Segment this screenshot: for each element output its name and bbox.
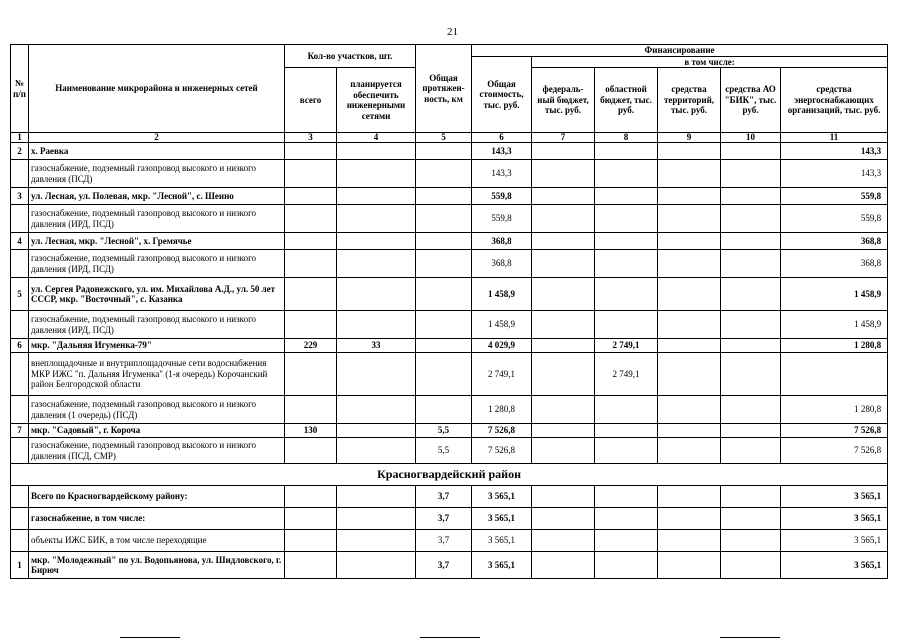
- table-row: [11, 311, 888, 339]
- table-row: [11, 143, 888, 160]
- cell-cost-total: 3 565,1: [472, 486, 532, 508]
- table-body-korocha: [11, 143, 888, 464]
- cell-regional: [595, 508, 658, 530]
- cell-energy: 1 458,9: [781, 278, 888, 311]
- cell-plots-planned: [337, 205, 416, 233]
- cell-plots-planned: 33: [337, 339, 416, 353]
- cell-territory: [658, 233, 721, 250]
- cell-num: 3: [11, 188, 29, 205]
- column-number: 8: [595, 133, 658, 143]
- cell-energy: 3 565,1: [781, 508, 888, 530]
- cell-cost-total: 143,3: [472, 143, 532, 160]
- cell-cost-total: 3 565,1: [472, 552, 532, 579]
- column-number: 5: [416, 133, 472, 143]
- cell-num: 2: [11, 143, 29, 160]
- cell-federal: [532, 508, 595, 530]
- bottom-edge-line: [420, 637, 480, 638]
- cell-num: [11, 353, 29, 396]
- cell-federal: [532, 438, 595, 464]
- cell-bik: [721, 424, 781, 438]
- table-row: [11, 508, 888, 530]
- cell-name: ул. Сергея Радонежского, ул. им. Михайлова А.Д., ул. 50 лет СССР, мкр. "Восточный", с. Казанка: [29, 278, 285, 311]
- cell-regional: [595, 188, 658, 205]
- cell-plots-planned: [337, 396, 416, 424]
- cell-length: [416, 250, 472, 278]
- cell-plots-planned: [337, 233, 416, 250]
- cell-length: 5,5: [416, 424, 472, 438]
- cell-bik: [721, 188, 781, 205]
- cell-name: мкр. "Молодежный" по ул. Водопьянова, ул. Шидловского, г. Бирюч: [29, 552, 285, 579]
- cell-regional: [595, 250, 658, 278]
- table-row: [11, 278, 888, 311]
- cell-federal: [532, 160, 595, 188]
- cell-plots-planned: [337, 486, 416, 508]
- cell-energy: 7 526,8: [781, 438, 888, 464]
- cell-num: [11, 530, 29, 552]
- cell-regional: [595, 530, 658, 552]
- cell-name: внеплощадочные и внутриплощадочные сети водоснабжения МКР ИЖС "п. Дальняя Игуменка" (1-я очередь) Корочанский район Белгородской области: [29, 353, 285, 396]
- cell-plots-total: [285, 311, 337, 339]
- cell-energy: [781, 353, 888, 396]
- cell-name: газоснабжение, подземный газопровод высокого и низкого давления (ИРД, ПСД): [29, 250, 285, 278]
- cell-num: 1: [11, 552, 29, 579]
- table-row: [11, 486, 888, 508]
- cell-plots-total: [285, 160, 337, 188]
- cell-energy: 143,3: [781, 160, 888, 188]
- cell-energy: 559,8: [781, 188, 888, 205]
- cell-federal: [532, 311, 595, 339]
- cell-cost-total: 559,8: [472, 188, 532, 205]
- cell-length: 3,7: [416, 508, 472, 530]
- cell-territory: [658, 424, 721, 438]
- column-number-row: [11, 133, 888, 143]
- cell-name: ул. Лесная, ул. Полевая, мкр. "Лесной", с. Шеино: [29, 188, 285, 205]
- cell-bik: [721, 530, 781, 552]
- cell-bik: [721, 311, 781, 339]
- cell-plots-total: [285, 143, 337, 160]
- cell-plots-planned: [337, 311, 416, 339]
- cell-name: газоснабжение, в том числе:: [29, 508, 285, 530]
- cell-territory: [658, 396, 721, 424]
- cell-federal: [532, 339, 595, 353]
- cell-num: [11, 205, 29, 233]
- cell-name: мкр. "Садовый", г. Короча: [29, 424, 285, 438]
- table-row: [11, 205, 888, 233]
- page-number: 21: [447, 26, 458, 38]
- cell-federal: [532, 188, 595, 205]
- cell-plots-planned: [337, 530, 416, 552]
- cell-energy: 143,3: [781, 143, 888, 160]
- cell-plots-total: [285, 205, 337, 233]
- cell-territory: [658, 250, 721, 278]
- cell-plots-total: [285, 396, 337, 424]
- cell-cost-total: 559,8: [472, 205, 532, 233]
- table-row: [11, 233, 888, 250]
- cell-plots-planned: [337, 188, 416, 205]
- cell-num: 7: [11, 424, 29, 438]
- cell-name: газоснабжение, подземный газопровод высокого и низкого давления (ИРД, ПСД): [29, 205, 285, 233]
- cell-plots-planned: [337, 353, 416, 396]
- cell-territory: [658, 311, 721, 339]
- cell-cost-total: 4 029,9: [472, 339, 532, 353]
- column-number: 11: [781, 133, 888, 143]
- cell-territory: [658, 486, 721, 508]
- cell-cost-total: 7 526,8: [472, 438, 532, 464]
- cell-plots-total: [285, 188, 337, 205]
- cell-federal: [532, 353, 595, 396]
- cell-name: Всего по Красногвардейскому району:: [29, 486, 285, 508]
- cell-name: мкр. "Дальняя Игуменка-79": [29, 339, 285, 353]
- cell-territory: [658, 188, 721, 205]
- cell-num: [11, 250, 29, 278]
- cell-length: 5,5: [416, 438, 472, 464]
- cell-territory: [658, 530, 721, 552]
- cell-bik: [721, 205, 781, 233]
- cell-cost-total: 143,3: [472, 160, 532, 188]
- cell-bik: [721, 438, 781, 464]
- cell-length: [416, 160, 472, 188]
- cell-regional: [595, 278, 658, 311]
- cell-cost-total: 368,8: [472, 250, 532, 278]
- table-row: [11, 339, 888, 353]
- cell-regional: [595, 143, 658, 160]
- column-number: 10: [721, 133, 781, 143]
- cell-regional: [595, 311, 658, 339]
- cell-territory: [658, 205, 721, 233]
- cell-plots-total: [285, 353, 337, 396]
- cell-num: 6: [11, 339, 29, 353]
- cell-length: 3,7: [416, 486, 472, 508]
- column-number: 2: [29, 133, 285, 143]
- cell-territory: [658, 353, 721, 396]
- cell-federal: [532, 233, 595, 250]
- header-num: № п/п: [11, 45, 29, 133]
- cell-plots-total: [285, 552, 337, 579]
- cell-num: [11, 160, 29, 188]
- cell-energy: 7 526,8: [781, 424, 888, 438]
- cell-plots-planned: [337, 278, 416, 311]
- cell-plots-planned: [337, 143, 416, 160]
- cell-plots-total: [285, 278, 337, 311]
- cell-energy: 368,8: [781, 233, 888, 250]
- table-row: [11, 552, 888, 579]
- header-plots-planned: планируется обеспечить инженерными сетями: [337, 68, 416, 133]
- cell-plots-total: 130: [285, 424, 337, 438]
- cell-territory: [658, 278, 721, 311]
- header-energy: средства энергоснабжающих организаций, тыс. руб.: [781, 68, 888, 133]
- cell-energy: 3 565,1: [781, 530, 888, 552]
- cell-length: [416, 311, 472, 339]
- cell-cost-total: 2 749,1: [472, 353, 532, 396]
- cell-energy: 1 280,8: [781, 396, 888, 424]
- cell-regional: [595, 396, 658, 424]
- cell-name: газоснабжение, подземный газопровод высокого и низкого давления (ИРД, ПСД): [29, 311, 285, 339]
- cell-territory: [658, 339, 721, 353]
- cell-cost-total: 7 526,8: [472, 424, 532, 438]
- financing-table: [10, 44, 888, 579]
- header-regional: областной бюджет, тыс. руб.: [595, 68, 658, 133]
- cell-federal: [532, 278, 595, 311]
- cell-cost-total: 1 280,8: [472, 396, 532, 424]
- header-bik: средства АО "БИК", тыс. руб.: [721, 68, 781, 133]
- header-name: Наименование микрорайона и инженерных сетей: [29, 45, 285, 133]
- cell-federal: [532, 486, 595, 508]
- cell-regional: [595, 438, 658, 464]
- header-federal: федераль-ный бюджет, тыс. руб.: [532, 68, 595, 133]
- cell-energy: 1 280,8: [781, 339, 888, 353]
- header-plots-total: всего: [285, 68, 337, 133]
- cell-length: [416, 396, 472, 424]
- cell-num: [11, 438, 29, 464]
- cell-cost-total: 3 565,1: [472, 530, 532, 552]
- cell-federal: [532, 530, 595, 552]
- cell-bik: [721, 486, 781, 508]
- cell-territory: [658, 438, 721, 464]
- cell-plots-planned: [337, 508, 416, 530]
- cell-name: ул. Лесная, мкр. "Лесной", х. Гремячье: [29, 233, 285, 250]
- cell-bik: [721, 353, 781, 396]
- cell-name: газоснабжение, подземный газопровод высокого и низкого давления (ПСД): [29, 160, 285, 188]
- cell-regional: [595, 486, 658, 508]
- header-territory: средства территорий, тыс. руб.: [658, 68, 721, 133]
- cell-length: [416, 278, 472, 311]
- cell-bik: [721, 250, 781, 278]
- cell-energy: 559,8: [781, 205, 888, 233]
- table-body-krasnogvardeysky: [11, 486, 888, 579]
- cell-plots-total: [285, 508, 337, 530]
- cell-length: [416, 339, 472, 353]
- cell-length: [416, 143, 472, 160]
- cell-territory: [658, 160, 721, 188]
- column-number: 4: [337, 133, 416, 143]
- cell-bik: [721, 552, 781, 579]
- cell-federal: [532, 205, 595, 233]
- column-number: 3: [285, 133, 337, 143]
- header-plots: Кол-во участков, шт.: [285, 45, 416, 68]
- cell-regional: [595, 205, 658, 233]
- cell-plots-total: [285, 486, 337, 508]
- cell-territory: [658, 143, 721, 160]
- cell-num: 5: [11, 278, 29, 311]
- cell-bik: [721, 233, 781, 250]
- cell-bik: [721, 160, 781, 188]
- cell-bik: [721, 143, 781, 160]
- table-row: [11, 438, 888, 464]
- cell-energy: 3 565,1: [781, 486, 888, 508]
- cell-bik: [721, 278, 781, 311]
- cell-federal: [532, 424, 595, 438]
- cell-regional: [595, 552, 658, 579]
- cell-regional: 2 749,1: [595, 353, 658, 396]
- cell-energy: 1 458,9: [781, 311, 888, 339]
- section-row: [11, 464, 888, 486]
- cell-num: [11, 311, 29, 339]
- column-number: 9: [658, 133, 721, 143]
- cell-length: 3,7: [416, 552, 472, 579]
- cell-plots-total: [285, 233, 337, 250]
- cell-plots-planned: [337, 160, 416, 188]
- cell-regional: [595, 233, 658, 250]
- header-length: Общая протяжен-ность, км: [416, 45, 472, 133]
- cell-length: [416, 233, 472, 250]
- header-including: в том числе:: [532, 56, 888, 68]
- table-row: [11, 160, 888, 188]
- cell-plots-planned: [337, 424, 416, 438]
- cell-plots-total: [285, 438, 337, 464]
- cell-cost-total: 3 565,1: [472, 508, 532, 530]
- cell-name: х. Раевка: [29, 143, 285, 160]
- table-row: [11, 250, 888, 278]
- column-number: 6: [472, 133, 532, 143]
- cell-num: 4: [11, 233, 29, 250]
- header-financing: Финансирование: [472, 45, 888, 57]
- cell-plots-planned: [337, 438, 416, 464]
- cell-federal: [532, 552, 595, 579]
- cell-regional: [595, 160, 658, 188]
- cell-cost-total: 1 458,9: [472, 278, 532, 311]
- cell-length: [416, 205, 472, 233]
- table-row: [11, 396, 888, 424]
- cell-plots-planned: [337, 552, 416, 579]
- table-row: [11, 530, 888, 552]
- cell-federal: [532, 143, 595, 160]
- cell-plots-planned: [337, 250, 416, 278]
- cell-num: [11, 396, 29, 424]
- column-number: 1: [11, 133, 29, 143]
- cell-regional: [595, 424, 658, 438]
- table-row: [11, 353, 888, 396]
- cell-cost-total: 368,8: [472, 233, 532, 250]
- cell-regional: 2 749,1: [595, 339, 658, 353]
- cell-territory: [658, 508, 721, 530]
- cell-name: газоснабжение, подземный газопровод высокого и низкого давления (1 очередь) (ПСД): [29, 396, 285, 424]
- cell-num: [11, 486, 29, 508]
- column-number: 7: [532, 133, 595, 143]
- cell-name: объекты ИЖС БИК, в том числе переходящие: [29, 530, 285, 552]
- cell-plots-total: 229: [285, 339, 337, 353]
- cell-federal: [532, 250, 595, 278]
- table-row: [11, 188, 888, 205]
- cell-name: газоснабжение, подземный газопровод высокого и низкого давления (ПСД, СМР): [29, 438, 285, 464]
- cell-length: 3,7: [416, 530, 472, 552]
- cell-territory: [658, 552, 721, 579]
- bottom-edge-line: [120, 637, 180, 638]
- cell-cost-total: 1 458,9: [472, 311, 532, 339]
- cell-bik: [721, 508, 781, 530]
- cell-num: [11, 508, 29, 530]
- cell-energy: 368,8: [781, 250, 888, 278]
- cell-length: [416, 188, 472, 205]
- cell-energy: 3 565,1: [781, 552, 888, 579]
- section-title: Красногвардейский район: [11, 464, 888, 486]
- cell-bik: [721, 339, 781, 353]
- header-cost-total: Общая стоимость, тыс. руб.: [472, 56, 532, 133]
- table-row: [11, 424, 888, 438]
- bottom-edge-line: [720, 637, 780, 638]
- cell-bik: [721, 396, 781, 424]
- cell-federal: [532, 396, 595, 424]
- cell-plots-total: [285, 250, 337, 278]
- cell-plots-total: [285, 530, 337, 552]
- cell-length: [416, 353, 472, 396]
